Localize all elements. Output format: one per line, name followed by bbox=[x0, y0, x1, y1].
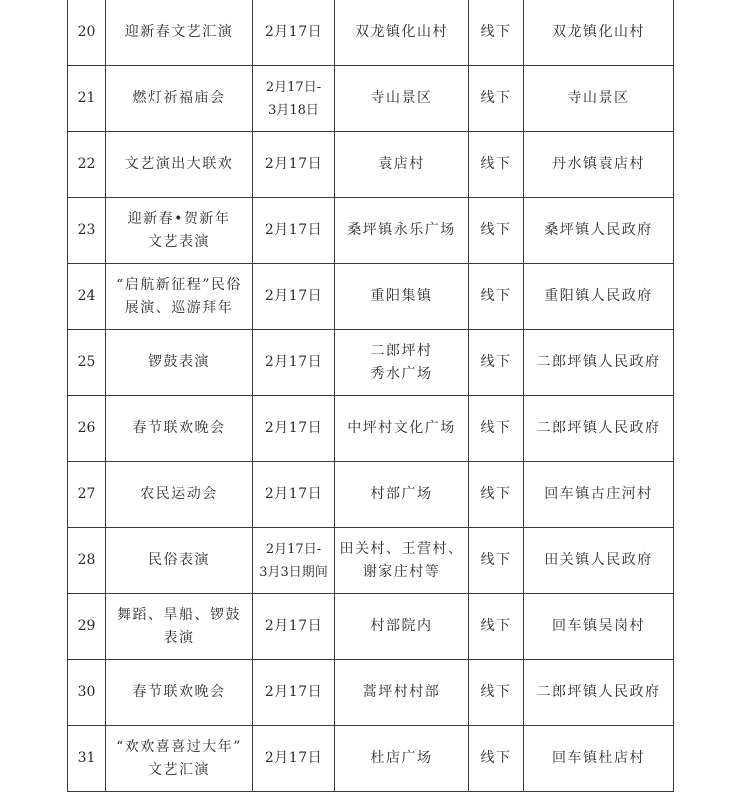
event-place-line: 田关村、王营村、 bbox=[339, 540, 464, 557]
event-place-cell bbox=[335, 528, 469, 594]
event-date-cell bbox=[253, 198, 335, 264]
event-place-line: 桑坪镇永乐广场 bbox=[347, 222, 456, 238]
event-date-cell bbox=[253, 330, 335, 396]
event-place-line: 秀水广场 bbox=[370, 365, 433, 382]
event-place-line: 中坪村文化广场 bbox=[347, 420, 456, 436]
row-number-cell: 27 bbox=[68, 462, 106, 528]
event-date-line: 3月18日 bbox=[268, 102, 319, 118]
event-mode-cell: 线下 bbox=[469, 396, 524, 462]
organizer-cell: 回车镇吴岗村 bbox=[524, 594, 674, 660]
table-row bbox=[68, 132, 674, 198]
event-place-cell bbox=[335, 396, 469, 462]
event-name-cell bbox=[106, 264, 253, 330]
event-date-cell bbox=[253, 396, 335, 462]
table-row bbox=[68, 594, 674, 660]
organizer-cell: 桑坪镇人民政府 bbox=[524, 198, 674, 264]
organizer-cell: 田关镇人民政府 bbox=[524, 528, 674, 594]
event-place-line: 双龙镇化山村 bbox=[355, 24, 448, 40]
event-place-cell bbox=[335, 726, 469, 792]
table-row bbox=[68, 0, 674, 66]
event-date-line: 2月17日 bbox=[264, 486, 323, 502]
row-number-cell: 23 bbox=[68, 198, 106, 264]
event-place-cell bbox=[335, 330, 469, 396]
event-name-cell bbox=[106, 198, 253, 264]
event-place-line: 蒿坪村村部 bbox=[362, 684, 441, 700]
organizer-cell: 双龙镇化山村 bbox=[524, 0, 674, 66]
event-place-cell bbox=[335, 0, 469, 66]
organizer-cell: 回车镇古庄河村 bbox=[524, 462, 674, 528]
event-place-line: 寺山景区 bbox=[370, 90, 433, 106]
row-number-cell: 30 bbox=[68, 660, 106, 726]
event-place-line: 谢家庄村等 bbox=[362, 563, 441, 580]
event-date-line: 2月17日 bbox=[264, 354, 323, 370]
event-name-cell bbox=[106, 396, 253, 462]
event-place-line: 村部院内 bbox=[370, 618, 433, 634]
event-date-cell bbox=[253, 726, 335, 792]
row-number-cell: 20 bbox=[68, 0, 106, 66]
event-name-line: 农民运动会 bbox=[140, 486, 218, 502]
event-date-line: 2月17日 bbox=[264, 420, 323, 436]
event-mode-cell: 线下 bbox=[469, 594, 524, 660]
event-place-cell bbox=[335, 660, 469, 726]
event-name-line: 迎新春文艺汇演 bbox=[124, 24, 234, 40]
event-name-line: 表演 bbox=[163, 629, 195, 646]
row-number-cell: 31 bbox=[68, 726, 106, 792]
event-name-line: 文艺汇演 bbox=[148, 761, 210, 778]
event-name-line: 锣鼓表演 bbox=[148, 354, 210, 370]
event-mode-cell: 线下 bbox=[469, 330, 524, 396]
event-name-line: “欢欢喜喜过大年” bbox=[116, 738, 242, 755]
event-name-line: 民俗表演 bbox=[148, 552, 210, 568]
row-number-cell: 25 bbox=[68, 330, 106, 396]
table-row bbox=[68, 198, 674, 264]
table-row bbox=[68, 660, 674, 726]
event-mode-cell: 线下 bbox=[469, 462, 524, 528]
event-name-cell bbox=[106, 462, 253, 528]
event-place-cell bbox=[335, 66, 469, 132]
event-date-cell bbox=[253, 528, 335, 594]
event-name-cell bbox=[106, 660, 253, 726]
event-place-cell bbox=[335, 198, 469, 264]
organizer-cell: 回车镇杜店村 bbox=[524, 726, 674, 792]
event-place-line: 重阳集镇 bbox=[370, 288, 433, 304]
event-date-line: 2月17日 bbox=[264, 24, 323, 40]
row-number-cell: 22 bbox=[68, 132, 106, 198]
table-row bbox=[68, 66, 674, 132]
event-name-line: 舞蹈、旱船、锣鼓 bbox=[117, 606, 241, 623]
row-number-cell: 24 bbox=[68, 264, 106, 330]
event-place-cell bbox=[335, 462, 469, 528]
row-number-cell: 26 bbox=[68, 396, 106, 462]
table-row bbox=[68, 528, 674, 594]
event-name-cell bbox=[106, 726, 253, 792]
event-date-line: 2月17日 bbox=[264, 750, 323, 766]
event-date-cell bbox=[253, 264, 335, 330]
event-mode-cell: 线下 bbox=[469, 660, 524, 726]
event-place-cell bbox=[335, 264, 469, 330]
event-name-cell bbox=[106, 66, 253, 132]
event-name-line: 展演、巡游拜年 bbox=[124, 299, 234, 316]
event-name-line: 春节联欢晚会 bbox=[132, 420, 226, 436]
event-mode-cell: 线下 bbox=[469, 66, 524, 132]
organizer-cell: 寺山景区 bbox=[524, 66, 674, 132]
event-name-line: 迎新春•贺新年 bbox=[127, 210, 231, 227]
row-number-cell: 21 bbox=[68, 66, 106, 132]
event-mode-cell: 线下 bbox=[469, 132, 524, 198]
event-date-cell bbox=[253, 132, 335, 198]
organizer-cell: 二郎坪镇人民政府 bbox=[524, 660, 674, 726]
event-name-cell bbox=[106, 0, 253, 66]
event-date-line: 2月17日 bbox=[264, 684, 323, 700]
table-row bbox=[68, 330, 674, 396]
event-name-line: 文艺表演 bbox=[148, 233, 210, 250]
row-number-cell: 28 bbox=[68, 528, 106, 594]
event-place-line: 二郎坪村 bbox=[370, 342, 433, 359]
event-date-cell bbox=[253, 66, 335, 132]
event-name-cell bbox=[106, 594, 253, 660]
event-place-cell bbox=[335, 132, 469, 198]
event-date-cell bbox=[253, 462, 335, 528]
event-name-cell bbox=[106, 132, 253, 198]
event-name-line: 春节联欢晚会 bbox=[132, 684, 226, 700]
event-name-line: 文艺演出大联欢 bbox=[124, 156, 234, 172]
event-date-line: 2月17日- bbox=[265, 79, 322, 95]
table-row bbox=[68, 396, 674, 462]
events-table-page bbox=[67, 0, 665, 792]
event-place-line: 村部广场 bbox=[370, 486, 433, 502]
organizer-cell: 二郎坪镇人民政府 bbox=[524, 330, 674, 396]
organizer-cell: 丹水镇袁店村 bbox=[524, 132, 674, 198]
event-mode-cell: 线下 bbox=[469, 264, 524, 330]
event-date-line: 2月17日 bbox=[264, 618, 323, 634]
event-place-line: 杜店广场 bbox=[370, 750, 433, 766]
table-row bbox=[68, 264, 674, 330]
event-date-line: 3月3日期间 bbox=[259, 564, 328, 580]
table-row bbox=[68, 462, 674, 528]
event-name-cell bbox=[106, 330, 253, 396]
event-mode-cell: 线下 bbox=[469, 726, 524, 792]
event-mode-cell: 线下 bbox=[469, 528, 524, 594]
event-name-cell bbox=[106, 528, 253, 594]
event-place-cell bbox=[335, 594, 469, 660]
organizer-cell: 重阳镇人民政府 bbox=[524, 264, 674, 330]
event-mode-cell: 线下 bbox=[469, 198, 524, 264]
event-date-line: 2月17日 bbox=[264, 156, 323, 172]
event-date-cell bbox=[253, 0, 335, 66]
event-date-line: 2月17日 bbox=[264, 288, 323, 304]
event-date-line: 2月17日- bbox=[265, 541, 322, 557]
event-date-cell bbox=[253, 594, 335, 660]
event-date-cell bbox=[253, 660, 335, 726]
event-name-line: 燃灯祈福庙会 bbox=[132, 90, 226, 106]
event-mode-cell: 线下 bbox=[469, 0, 524, 66]
row-number-cell: 29 bbox=[68, 594, 106, 660]
event-name-line: “启航新征程”民俗 bbox=[116, 276, 242, 293]
organizer-cell: 二郎坪镇人民政府 bbox=[524, 396, 674, 462]
events-table bbox=[67, 0, 674, 792]
table-row bbox=[68, 726, 674, 792]
event-date-line: 2月17日 bbox=[264, 222, 323, 238]
event-place-line: 袁店村 bbox=[378, 156, 425, 172]
